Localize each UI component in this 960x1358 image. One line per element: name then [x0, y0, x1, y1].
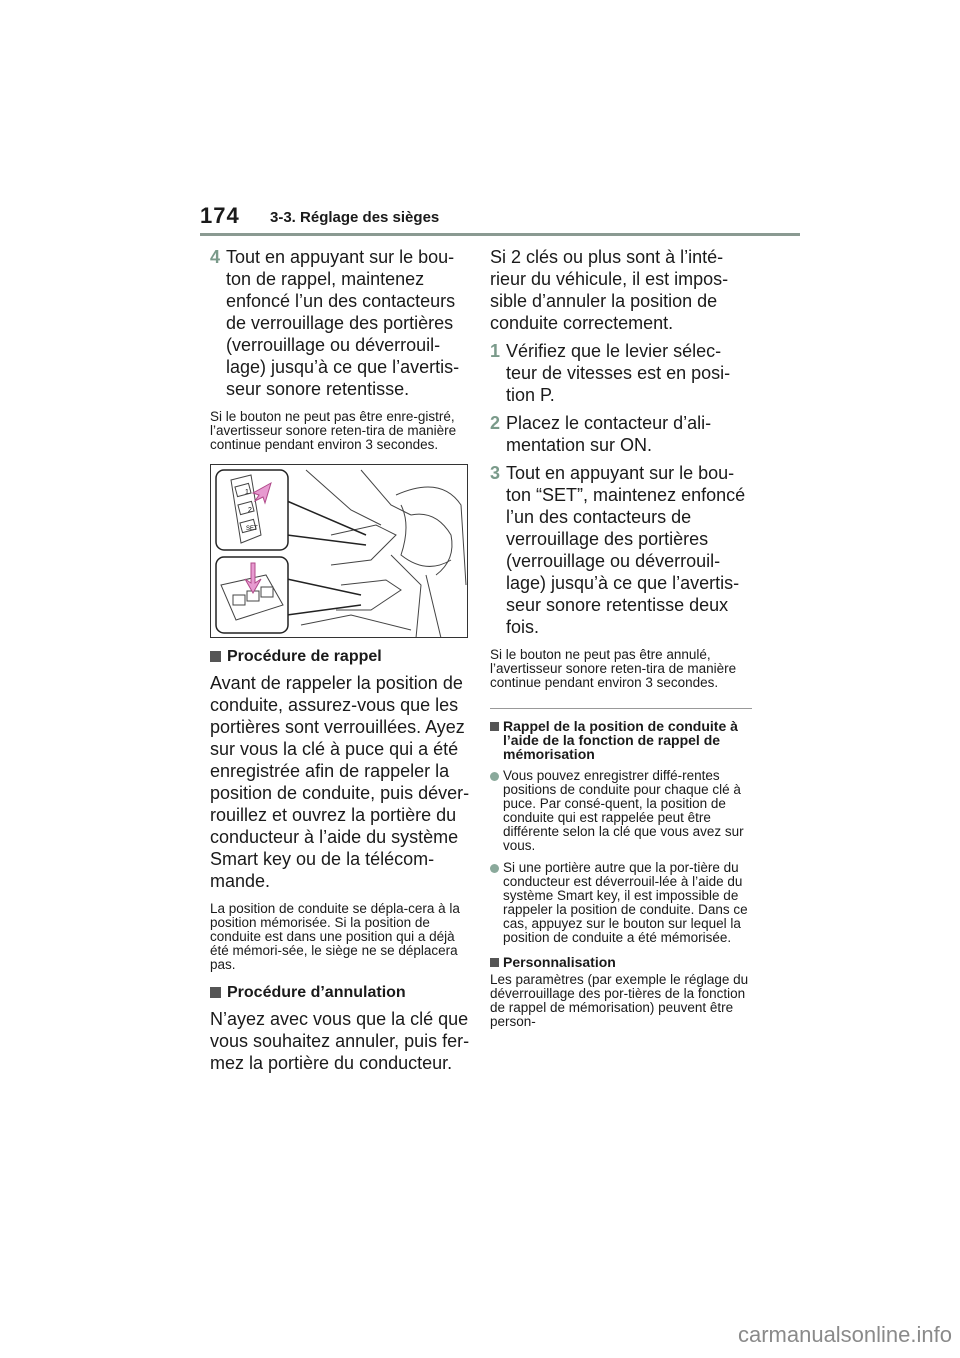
page-number: 174: [200, 203, 240, 228]
right-column: [490, 240, 752, 1029]
section-title: 3-3. Réglage des sièges: [270, 209, 440, 226]
watermark: carmanualsonline.info: [737, 1322, 952, 1347]
left-column: [210, 240, 470, 1074]
step-number: 2: [490, 413, 501, 433]
step-number: 1: [490, 341, 501, 361]
heading-text: Procédure d’annulation: [227, 984, 406, 1001]
button-1-label: 1: [245, 489, 249, 496]
heading-text: Personnalisation: [503, 954, 616, 970]
step-text: Tout en appuyant sur le bou-ton “SET”, maintenez enfoncé l’un des contacteurs de verrouillage des portières (verrouillage ou déverrouil-lage) jusqu’à ce que l’avertis-seur sonore retentisse deux fois.: [506, 463, 746, 637]
step-text: Tout en appuyant sur le bou-ton de rappel, maintenez enfoncé l’un des contacteurs de verrouillage des portières (verrouillage ou déverrouil-lage) jusqu’à ce que l’avertis-seur sonore retentisse.: [226, 247, 460, 399]
bullet-item: [490, 861, 752, 945]
note-recall: La position de conduite se dépla-cera à la position mémorisée. Si la position de conduite est dans une position qui a déjà été mémori-sée, le siège ne se déplacera pas.: [210, 901, 460, 972]
step-text: Placez le contacteur d’ali-mentation sur ON.: [506, 413, 712, 455]
bullet-text: Vous pouvez enregistrer diffé-rentes positions de conduite pour chaque clé à puce. Par consé-quent, la position de conduite qui est rappelée peut être différente selon la clé que vous avez sur vous.: [503, 768, 744, 853]
personalisation-text: Les paramètres (par exemple le réglage du déverrouillage des por-tières de la fonction de rappel de mémorisation) peuvent être person-: [490, 972, 749, 1029]
heading-text: Rappel de la position de conduite à l’aide de la fonction de rappel de mémorisation: [503, 718, 738, 762]
section-divider: [490, 708, 752, 709]
personalisation-heading: [490, 955, 752, 969]
bullet-item: [490, 769, 752, 853]
page-header: [200, 203, 800, 237]
recall-heading: [210, 648, 470, 666]
bullet-text: Si une portière autre que la por-tière du conducteur est déverrouil-lée à l’aide du système Smart key, il est impossible de rappeler la position de conduite. Dans ce cas, appuyez sur le bouton sur lequel la position de conduite a été mémorisée.: [503, 860, 748, 945]
note-cancel-fail: Si le bouton ne peut pas être annulé, l’avertisseur sonore reten-tira de manière continue pendant environ 3 secondes.: [490, 647, 737, 690]
circle-bullet-icon: [490, 772, 499, 781]
heading-text: Procédure de rappel: [227, 648, 382, 665]
button-2-label: 2: [248, 507, 252, 514]
square-bullet-icon: [210, 987, 221, 998]
step-text: Vérifiez que le levier sélec-teur de vitesses est en posi-tion P.: [506, 341, 731, 405]
step-4: [210, 246, 470, 400]
set-button-label: SET: [246, 526, 258, 532]
note-register-fail: Si le bouton ne peut pas être enre-gistré, l’avertisseur sonore reten-tira de manière continue pendant environ 3 secondes.: [210, 409, 457, 452]
step-number: 4: [210, 247, 221, 267]
recall-paragraph: Avant de rappeler la position de conduite, assurez-vous que les portières sont verrouillées. Ayez sur vous la clé à puce qui a été enregistrée afin de rappeler la position de conduite, puis déver-rouillez et ouvrez la portière du conducteur à l’aide du système Smart key ou de la télécom-mande.: [210, 673, 470, 891]
figure-door-switches: [210, 464, 468, 638]
square-bullet-icon: [490, 958, 499, 967]
square-bullet-icon: [210, 651, 221, 662]
step-1: [490, 340, 752, 406]
square-bullet-icon: [490, 722, 499, 731]
cancel-heading: [210, 984, 470, 1002]
step-3: [490, 462, 752, 638]
intro-paragraph: Si 2 clés ou plus sont à l’inté-rieur du véhicule, il est impos-sible d’annuler la position de conduite correctement.: [490, 247, 729, 333]
circle-bullet-icon: [490, 864, 499, 873]
step-2: [490, 412, 752, 456]
door-switch-illustration: [211, 465, 468, 638]
header-divider: [200, 233, 800, 236]
memory-recall-heading: [490, 719, 752, 761]
cancel-paragraph: N’ayez avec vous que la clé que vous souhaitez annuler, puis fer-mez la portière du conducteur.: [210, 1009, 470, 1073]
step-number: 3: [490, 463, 501, 483]
